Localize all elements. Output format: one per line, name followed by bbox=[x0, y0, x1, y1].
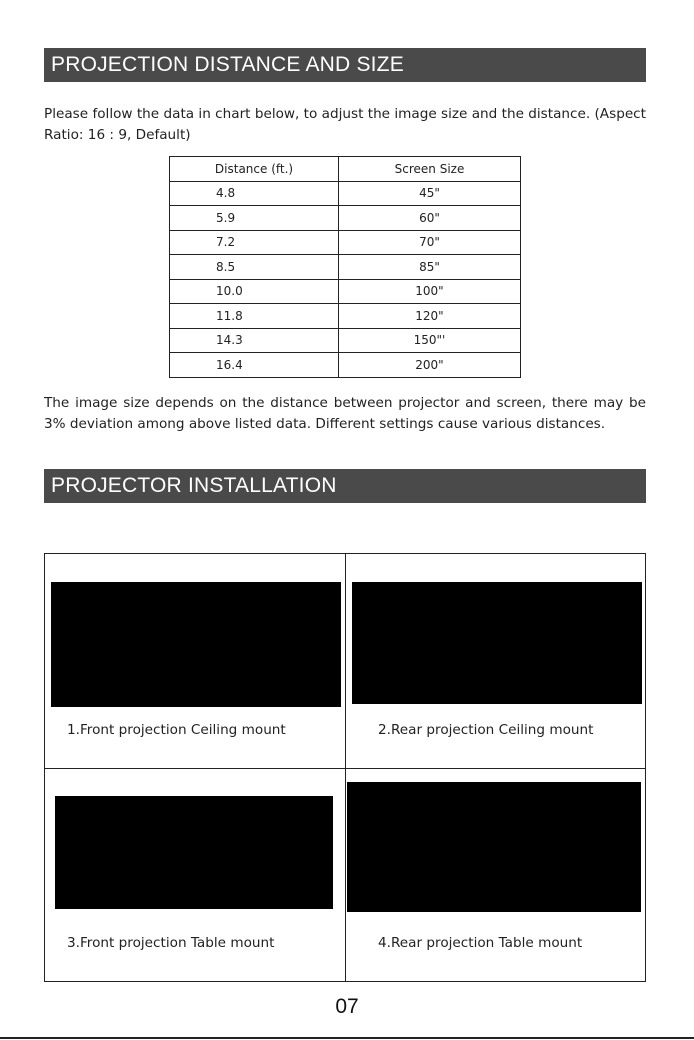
section-title-projector-installation: PROJECTOR INSTALLATION bbox=[44, 469, 646, 503]
caption-front-table: 3.Front projection Table mount bbox=[67, 935, 275, 951]
header-distance: Distance (ft.) bbox=[170, 157, 339, 182]
table-row bbox=[170, 279, 521, 304]
table-row bbox=[170, 328, 521, 353]
caption-front-ceiling: 1.Front projection Ceiling mount bbox=[67, 722, 286, 738]
cell-screen-size: 85" bbox=[339, 255, 521, 280]
cell-screen-size: 60" bbox=[339, 206, 521, 231]
page-number: 07 bbox=[335, 995, 359, 1018]
distance-size-table bbox=[169, 156, 521, 378]
cell-screen-size: 150"' bbox=[339, 328, 521, 353]
table-row bbox=[170, 230, 521, 255]
table-row bbox=[170, 255, 521, 280]
cell-screen-size: 100" bbox=[339, 279, 521, 304]
installation-grid bbox=[44, 553, 646, 982]
table-row bbox=[170, 181, 521, 206]
cell-distance: 11.8 bbox=[170, 304, 339, 329]
front-table-mount-image bbox=[55, 796, 333, 909]
cell-screen-size: 200" bbox=[339, 353, 521, 378]
front-ceiling-mount-image bbox=[51, 582, 341, 707]
cell-distance: 8.5 bbox=[170, 255, 339, 280]
cell-distance: 16.4 bbox=[170, 353, 339, 378]
rear-ceiling-mount-image bbox=[352, 582, 642, 704]
deviation-note: The image size depends on the distance between projector and screen, there may be 3% deviation among above listed data. Different settings cause various distances. bbox=[44, 395, 646, 432]
table-header-row bbox=[170, 157, 521, 182]
cell-distance: 7.2 bbox=[170, 230, 339, 255]
cell-screen-size: 70" bbox=[339, 230, 521, 255]
cell-distance: 10.0 bbox=[170, 279, 339, 304]
section-title-projection-distance: PROJECTION DISTANCE AND SIZE bbox=[44, 48, 646, 82]
header-screen-size: Screen Size bbox=[339, 157, 521, 182]
cell-distance: 5.9 bbox=[170, 206, 339, 231]
caption-rear-table: 4.Rear projection Table mount bbox=[378, 935, 583, 951]
table-row bbox=[170, 353, 521, 378]
cell-screen-size: 120" bbox=[339, 304, 521, 329]
bottom-rule bbox=[0, 1037, 694, 1039]
cell-distance: 14.3 bbox=[170, 328, 339, 353]
intro-paragraph: Please follow the data in chart below, to adjust the image size and the distance. (Aspect Ratio: 16 : 9, Default) bbox=[44, 106, 646, 143]
grid-divider-horizontal bbox=[45, 768, 645, 769]
table-row bbox=[170, 206, 521, 231]
cell-distance: 4.8 bbox=[170, 181, 339, 206]
rear-table-mount-image bbox=[347, 782, 641, 912]
cell-screen-size: 45" bbox=[339, 181, 521, 206]
caption-rear-ceiling: 2.Rear projection Ceiling mount bbox=[378, 722, 594, 738]
table-row bbox=[170, 304, 521, 329]
